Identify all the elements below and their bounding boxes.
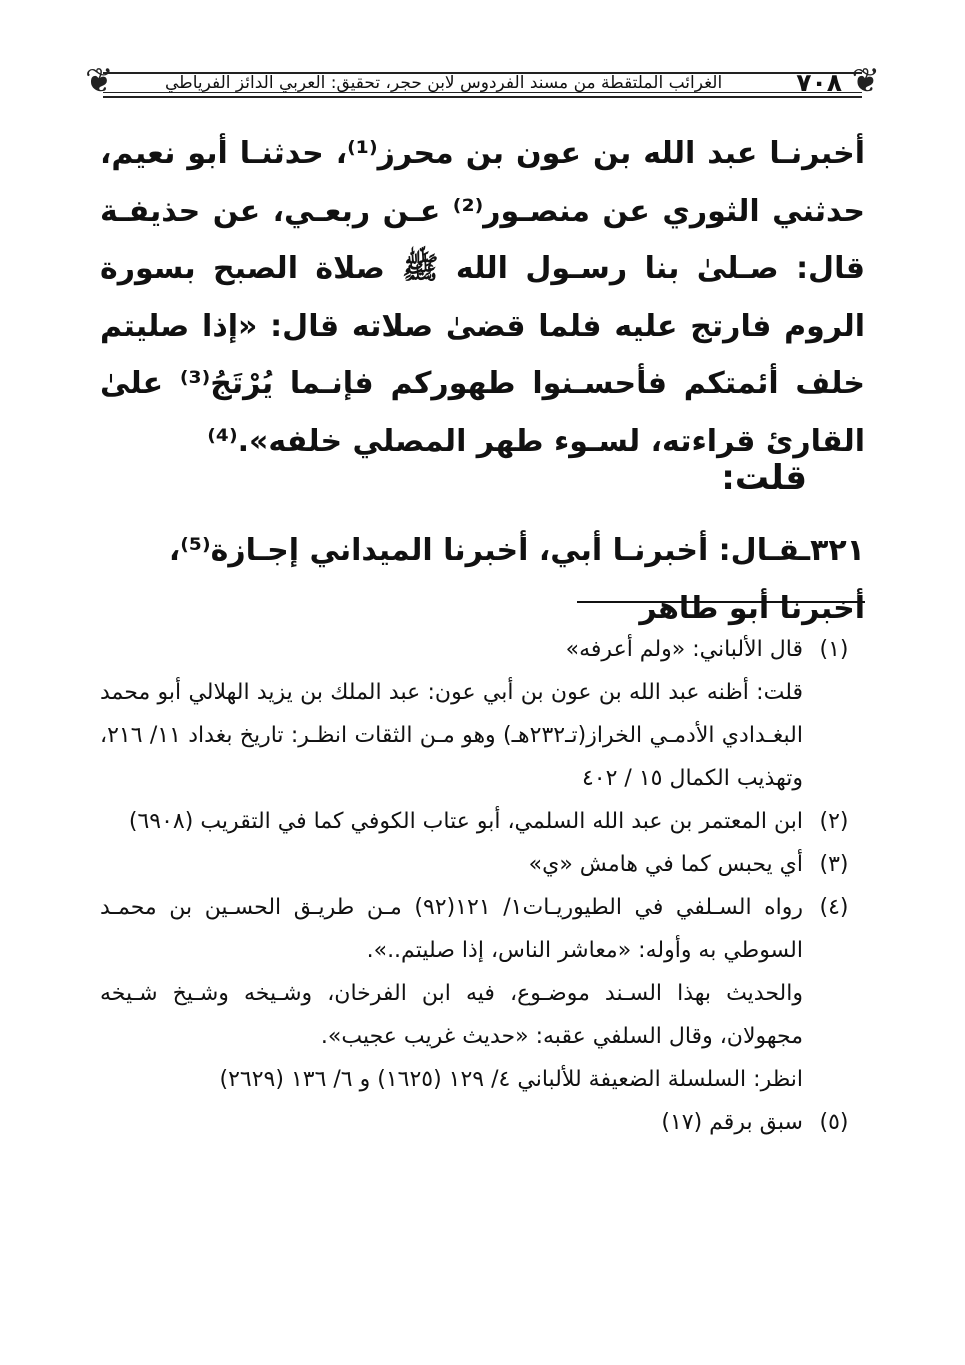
footnote-text: رواه السـلفي في الطيوريـات١/ ١٢١(٩٢) مـن طريـق الحسـين بن محمـد السوطي به وأوله: «معاشر الناس، إذا صليتم..».	[100, 895, 804, 963]
page-header	[85, 58, 880, 102]
footnotes	[100, 628, 865, 1144]
footnote-5	[100, 1101, 865, 1144]
section-heading: قلت:	[721, 458, 807, 498]
footnote-text: أي يحبس كما في هامش «ي»	[528, 852, 803, 877]
footnote-2	[100, 800, 865, 843]
footnote-number: (١)	[819, 637, 849, 662]
footnote-text: سبق برقم (١٧)	[661, 1110, 803, 1135]
footnote-number: (٣)	[819, 852, 849, 877]
footnote-text: ابن المعتمر بن عبد الله السلمي، أبو عتاب الكوفي كما في التقريب (٦٩٠٨)	[128, 809, 803, 834]
footnote-separator	[577, 601, 865, 603]
page-number: ٧٠٨	[796, 68, 842, 97]
footnote-1-continuation: قلت: أظنه عبد الله بن عون بن أبي عون: عبد الملك بن يزيد الهلالي أبو محمد البغـدادي الأدمـي الخراز(تـ٢٣٢هـ) وهو مـن الثقات انظـر: تاريخ بغداد ١١/ ٢١٦، وتهذيب الكمال ١٥ / ٤٠٢	[100, 680, 803, 791]
ornament-left-icon: ❦	[85, 61, 114, 101]
footnote-number: (٥)	[819, 1110, 849, 1135]
hadith-paragraph: أخبرنـا عبد الله بن عون بن محرز⁽¹⁾، حدثنـا أبو نعيم، حدثني الثوري عن منصـور⁽²⁾ عـن ربعـي، عن حذيفـة قال: صـلىٰ بنا رسـول الله ﷺ صلاة الصبح بسورة الروم فارتج عليه فلما قضىٰ صلاته قال: «إذا صليتم خلف أئمتكم فأحسـنوا طهوركم فإنـما يُرْتَجُ⁽³⁾ علىٰ القارئ قراءته، لسـوء طهر المصلي خلفه».⁽⁴⁾	[100, 136, 865, 459]
footnote-number: (٤)	[819, 895, 849, 920]
ornament-right-icon: ❦	[851, 61, 880, 101]
footnote-4	[100, 886, 865, 972]
footnote-text: قال الألباني: «ولم أعرفه»	[565, 637, 803, 662]
running-title: الغرائب الملتقطة من مسند الفردوس لابن حجر، تحقيق: العربي الدائز الفرياطي	[165, 73, 723, 93]
main-text	[100, 125, 865, 470]
footnote-number: (٢)	[819, 809, 849, 834]
hadith-entry-321: ٣٢١ـقـال: أخبرنـا أبي، أخبرنا الميداني إجـازة⁽⁵⁾، أخبرنا أبو طاهر	[168, 533, 865, 626]
footnote-4-continuation: والحديث بهذا السـند موضـوع، فيه ابن الفرخان، وشـيخه وشـيخ شـيخه مجهولان، وقال السلفي عقبه: «حديث غريب عجيب».	[100, 981, 803, 1049]
footnote-1	[100, 628, 865, 671]
footnote-4-reference: انظر: السلسلة الضعيفة للألباني ٤/ ١٢٩ (١٦٢٥) و ٦/ ١٣٦ (٢٦٢٩)	[219, 1067, 803, 1092]
footnote-3	[100, 843, 865, 886]
